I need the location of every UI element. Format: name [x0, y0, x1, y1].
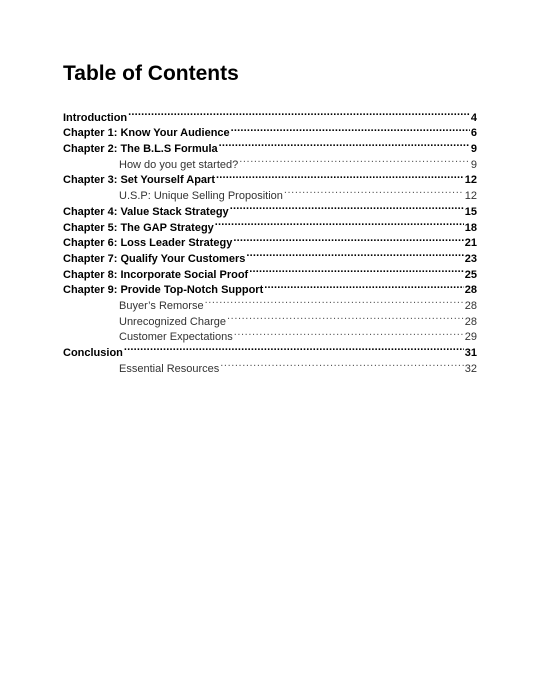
dot-leader	[284, 183, 464, 199]
toc-entry-page: 28	[464, 315, 477, 328]
dot-leader	[264, 278, 464, 294]
toc-entry-title: Chapter 3: Set Yourself Apart	[63, 174, 215, 187]
dot-leader	[231, 121, 470, 137]
dot-leader	[239, 152, 470, 168]
dot-leader	[233, 231, 463, 247]
toc-entry-page: 15	[464, 205, 477, 218]
toc-entry-title: Chapter 1: Know Your Audience	[63, 127, 230, 140]
toc-entry-title: Chapter 5: The GAP Strategy	[63, 221, 214, 234]
toc-entry-page: 12	[464, 174, 477, 187]
toc-entry-title: Unrecognized Charge	[119, 315, 227, 328]
dot-leader	[215, 215, 464, 231]
toc-entry-page: 6	[470, 127, 477, 140]
toc-entry-page: 29	[464, 331, 477, 344]
toc-entry-page: 18	[464, 221, 477, 234]
toc-entry-title: Conclusion	[63, 347, 123, 359]
toc-entry-page: 23	[464, 252, 477, 265]
dot-leader	[230, 199, 464, 215]
toc-entry-page: 28	[464, 284, 477, 297]
dot-leader	[205, 293, 464, 309]
dot-leader	[249, 262, 464, 278]
toc-entry-page: 32	[464, 362, 477, 375]
dot-leader	[124, 340, 464, 356]
toc-entry-page: 12	[464, 190, 477, 203]
toc-entry-title: How do you get started?	[119, 158, 239, 171]
toc-entry-title: Customer Expectations	[119, 331, 233, 344]
toc-entry-title: Essential Resources	[119, 362, 220, 375]
toc-entry-page: 28	[464, 299, 477, 312]
toc-entry-page: 4	[470, 111, 477, 124]
toc-entry-conclusion[interactable]	[63, 340, 477, 359]
toc-entry-title: Introduction	[63, 111, 128, 124]
toc-entry-title: Buyer’s Remorse	[119, 299, 204, 312]
dot-leader	[220, 356, 463, 372]
toc-entry-title: Chapter 7: Qualify Your Customers	[63, 252, 246, 265]
toc-entry-title: Chapter 2: The B.L.S Formula	[63, 143, 218, 156]
toc-entry-title: Chapter 8: Incorporate Social Proof	[63, 268, 249, 281]
dot-leader	[234, 325, 464, 341]
dot-leader	[227, 309, 464, 325]
dot-leader	[216, 168, 464, 184]
table-of-contents	[63, 105, 477, 375]
toc-entry-title: Chapter 9: Provide Top-Notch Support	[63, 284, 264, 297]
toc-entry-page: 31	[464, 347, 477, 359]
dot-leader	[219, 136, 470, 152]
page-title: Table of Contents	[63, 62, 239, 85]
toc-subentry-essential-resources[interactable]	[63, 356, 477, 375]
toc-entry-title: Chapter 6: Loss Leader Strategy	[63, 237, 233, 250]
toc-entry-title: U.S.P: Unique Selling Proposition	[119, 190, 283, 203]
toc-entry-introduction[interactable]	[63, 105, 477, 124]
toc-entry-page: 9	[470, 143, 477, 156]
toc-entry-page: 21	[464, 237, 477, 250]
toc-entry-title: Chapter 4: Value Stack Strategy	[63, 205, 229, 218]
dot-leader	[128, 105, 470, 121]
toc-entry-page: 9	[470, 158, 477, 171]
dot-leader	[246, 246, 463, 262]
toc-entry-page: 25	[464, 268, 477, 281]
